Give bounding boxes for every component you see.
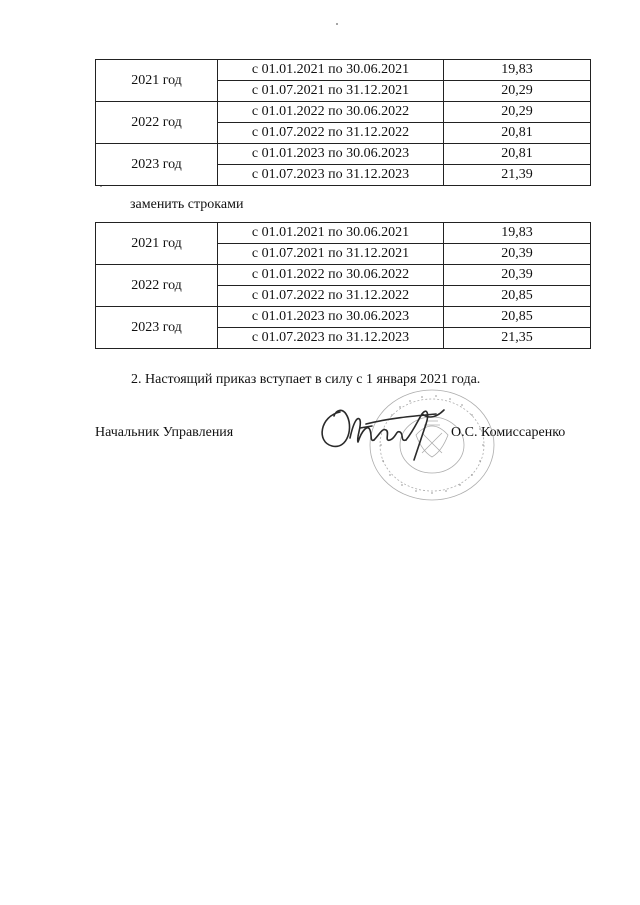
value-cell: 20,29 [444, 102, 591, 123]
table-row [96, 102, 591, 123]
period-cell: с 01.01.2021 по 30.06.2021 [218, 223, 444, 244]
period-cell: с 01.07.2022 по 31.12.2022 [218, 123, 444, 144]
value-cell: 20,85 [444, 307, 591, 328]
period-cell: с 01.01.2022 по 30.06.2022 [218, 265, 444, 286]
period-cell: с 01.01.2023 по 30.06.2023 [218, 144, 444, 165]
period-cell: с 01.07.2021 по 31.12.2021 [218, 244, 444, 265]
scan-speck [336, 23, 338, 25]
signatory-position: Начальник Управления [95, 425, 234, 440]
year-cell: 2021 год [96, 60, 218, 102]
value-cell: 20,81 [444, 123, 591, 144]
period-cell: с 01.01.2023 по 30.06.2023 [218, 307, 444, 328]
table-row [96, 223, 591, 244]
year-cell: 2021 год [96, 223, 218, 265]
table-row [96, 144, 591, 165]
year-cell: 2022 год [96, 102, 218, 144]
value-cell: 20,29 [444, 81, 591, 102]
value-cell: 21,35 [444, 328, 591, 349]
value-cell: 19,83 [444, 223, 591, 244]
new-rates-table [95, 222, 591, 349]
value-cell: 20,85 [444, 286, 591, 307]
period-cell: с 01.07.2023 по 31.12.2023 [218, 165, 444, 186]
table-row [96, 265, 591, 286]
year-cell: 2022 год [96, 265, 218, 307]
clause-2-text: 2. Настоящий приказ вступает в силу с 1 января 2021 года. [131, 372, 481, 387]
year-cell: 2023 год [96, 307, 218, 349]
value-cell: 21,39 [444, 165, 591, 186]
value-cell: 19,83 [444, 60, 591, 81]
table-row [96, 60, 591, 81]
year-cell: 2023 год [96, 144, 218, 186]
value-cell: 20,39 [444, 244, 591, 265]
period-cell: с 01.01.2021 по 30.06.2021 [218, 60, 444, 81]
table-row [96, 307, 591, 328]
value-cell: 20,39 [444, 265, 591, 286]
period-cell: с 01.07.2023 по 31.12.2023 [218, 328, 444, 349]
value-cell: 20,81 [444, 144, 591, 165]
period-cell: с 01.01.2022 по 30.06.2022 [218, 102, 444, 123]
period-cell: с 01.07.2021 по 31.12.2021 [218, 81, 444, 102]
signatory-name: О.С. Комиссаренко [451, 425, 566, 440]
replace-with-rows-label: заменить строками [130, 197, 244, 212]
period-cell: с 01.07.2022 по 31.12.2022 [218, 286, 444, 307]
old-rates-table [95, 59, 591, 186]
